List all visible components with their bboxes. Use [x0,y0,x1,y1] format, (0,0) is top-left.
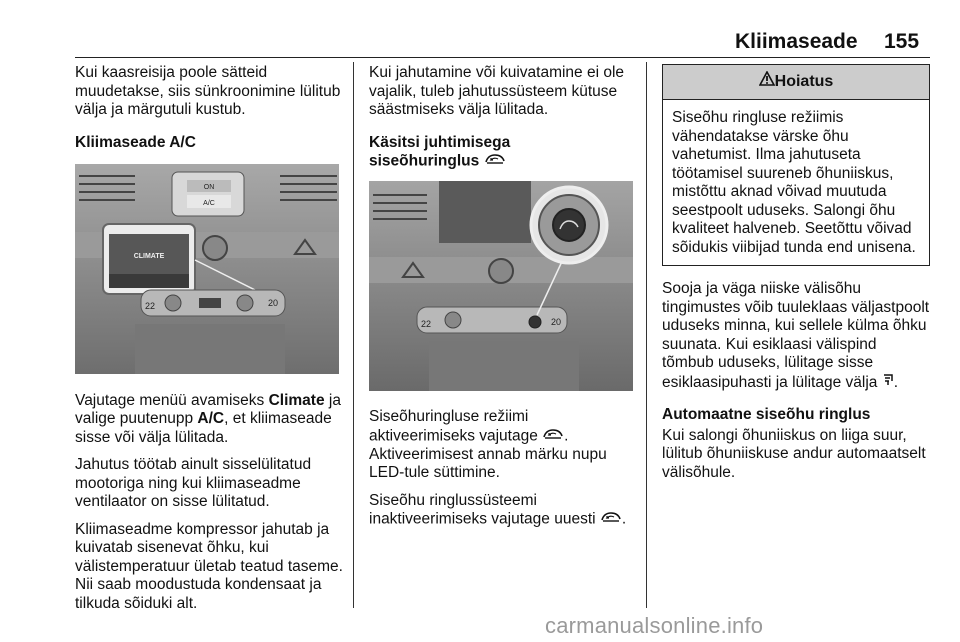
col1-intro: Kui kaasreisija poole sätteid muudetakse, siis sünkroonimine lülitub välja ja märgutuli kustub. [75,64,341,118]
column-2 [369,64,637,538]
climate-figure [75,164,347,380]
fig-btn-ac: A/C [203,200,215,207]
warning-header [663,65,929,100]
column-divider-2 [646,62,647,608]
col3-heading: Automaatne siseõhu ringlus [662,406,871,423]
fig-temp-right: 20 [268,298,279,308]
recirculation-icon [600,510,622,529]
col2-heading: Käsitsi juhtimisega siseõhuringlus [369,133,511,170]
column-3 [662,64,930,491]
header-rule [75,57,930,58]
col1-p1: Vajutage menüü avamiseks Climate ja valige puutenupp A/C, et kliimaseade sisse või välja lülitada. [75,391,341,446]
recirculation-icon [484,152,506,171]
ac-button-label: A/C [197,410,225,427]
col3-p2: Kui salongi õhuniiskus on liiga suur, lülitub õhuniiskuse andur automaatselt välisõhule. [662,426,926,481]
page-number: 155 [884,30,920,53]
col1-p2: Jahutus töötab ainult sisselülitatud mootoriga ning kui kliimaseadme ventilaator on sisse lülitatud. [75,456,312,510]
col1-p3: Kliimaseadme kompressor jahutab ja kuivatab sisenevat õhku, kui välistemperatuur ületab teatud taseme. Nii saab moodustuda kondensaat ja tilkuda sõiduki alt. [75,520,343,612]
fig-temp-left: 22 [145,301,156,311]
warning-text: Siseõhu ringluse režiimis vähendatakse värske õhu vahetumist. Ilma jahutuseta töötamisel suureneb õhuniiskus, mistõttu aknad võivad muutuda seestpoolt uduseks. Salongi õhu kvaliteet halveneb. Seetõttu võivad sõidukis viibijad tunda end unisena. [672,109,916,256]
col2-p2: Siseõhu ringlussüsteemi inaktiveerimiseks vajutage uuesti . [369,491,627,528]
section-title: Kliimaseade [735,30,858,53]
warning-title: Hoiatus [774,73,834,91]
fig-btn-on: ON [203,184,215,191]
fig-screen-label: CLIMATE [133,253,165,260]
warning-triangle-icon [759,65,775,99]
warning-box [662,64,930,266]
column-1 [75,64,347,622]
watermark: carmanualsonline.info [545,613,764,638]
col3-p1: Sooja ja väga niiske välisõhu tingimustes võib tuuleklaas väljastpoolt uduseks minna, kui sellele külma õhku suunata. Kui esiklaasi välispind tõmbub uduseks, lülitage sisse esiklaasipuhasti ja lülitage välja . [662,280,930,391]
col2-p1: Siseõhuringluse režiimi aktiveerimiseks vajutage . Aktiveerimisest annab märku nupu LED-tule süttimine. [369,408,607,482]
climate-menu-label: Climate [268,391,325,409]
fig2-temp-right: 20 [551,316,562,327]
col1-heading: Kliimaseade A/C [75,133,196,151]
recirculation-figure [369,181,637,397]
fig2-temp-left: 22 [421,318,432,329]
col2-intro: Kui jahutamine või kuivatamine ei ole vajalik, tuleb jahutussüsteem kütuse säästmiseks välja lülitada. [369,64,625,118]
recirculation-icon [542,427,564,446]
column-divider-1 [353,62,354,608]
air-distribution-icon [882,373,894,393]
